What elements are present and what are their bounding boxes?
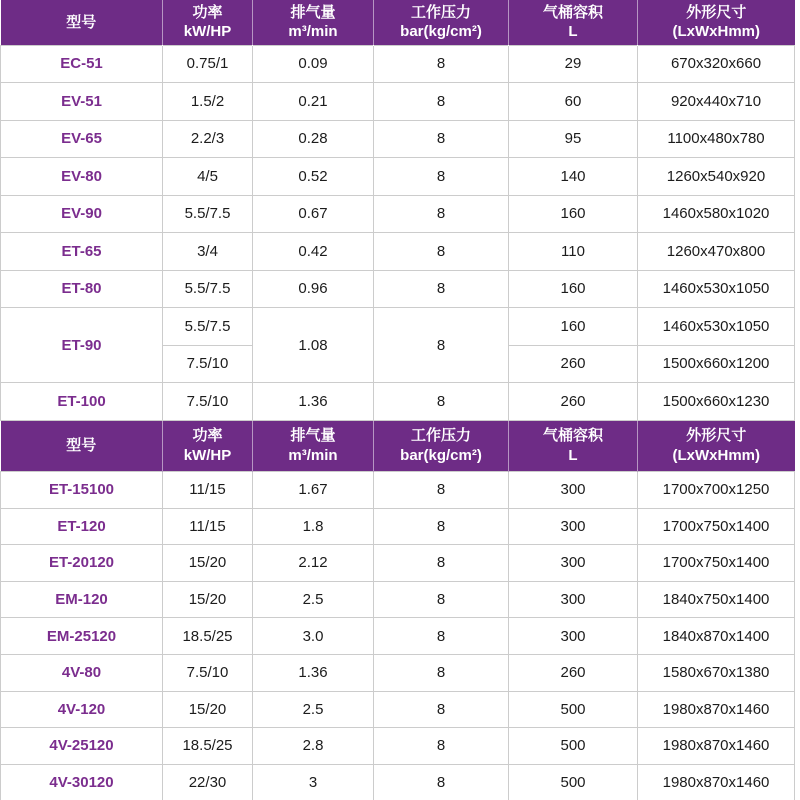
displacement-cell: 2.8	[253, 728, 374, 765]
table-row	[1, 508, 795, 545]
displacement-cell: 3	[253, 764, 374, 800]
displacement-cell: 0.21	[253, 83, 374, 121]
column-header-unit: (LxWxHmm)	[672, 23, 760, 41]
model-cell: ET-80	[1, 270, 163, 308]
model-cell: EV-90	[1, 195, 163, 233]
pressure-cell: 8	[374, 581, 509, 618]
tank-cell: 160	[509, 195, 638, 233]
column-header-unit: kW/HP	[183, 23, 232, 41]
model-cell: 4V-30120	[1, 764, 163, 800]
dimensions-cell: 1500x660x1200	[638, 345, 795, 383]
table-row	[1, 691, 795, 728]
displacement-cell: 3.0	[253, 618, 374, 655]
column-header-displacement	[253, 0, 374, 45]
pressure-cell: 8	[374, 691, 509, 728]
power-cell: 18.5/25	[163, 618, 253, 655]
column-header-label: 外形尺寸	[686, 3, 747, 21]
table-row	[1, 545, 795, 582]
column-header-unit: bar(kg/cm²)	[400, 23, 482, 41]
tank-cell: 140	[509, 158, 638, 196]
displacement-cell: 1.08	[253, 308, 374, 383]
pressure-cell: 8	[374, 545, 509, 582]
model-cell: 4V-25120	[1, 728, 163, 765]
tank-cell: 500	[509, 764, 638, 800]
power-cell: 15/20	[163, 691, 253, 728]
dimensions-cell: 1700x750x1400	[638, 545, 795, 582]
header-row	[1, 421, 795, 472]
column-header-unit: m³/min	[288, 446, 338, 464]
pressure-cell: 8	[374, 728, 509, 765]
column-header-label: 工作压力	[410, 427, 471, 445]
column-header-displacement	[253, 421, 374, 472]
column-header-tank	[509, 421, 638, 472]
tank-cell: 60	[509, 83, 638, 121]
column-header-label: 气桶容积	[542, 427, 603, 445]
dimensions-cell: 1100x480x780	[638, 120, 795, 158]
column-header-label: 排气量	[290, 3, 336, 21]
model-cell: EV-65	[1, 120, 163, 158]
model-cell: EV-80	[1, 158, 163, 196]
column-header-unit: L	[568, 446, 578, 464]
dimensions-cell: 1840x750x1400	[638, 581, 795, 618]
power-cell: 4/5	[163, 158, 253, 196]
table-row	[1, 654, 795, 691]
column-header-unit: kW/HP	[183, 446, 232, 464]
dimensions-cell: 1260x470x800	[638, 233, 795, 271]
column-header-dimensions	[638, 421, 795, 472]
model-cell: ET-65	[1, 233, 163, 271]
table-row	[1, 383, 795, 421]
dimensions-cell: 1700x750x1400	[638, 508, 795, 545]
displacement-cell: 0.52	[253, 158, 374, 196]
power-cell: 7.5/10	[163, 345, 253, 383]
displacement-cell: 1.67	[253, 472, 374, 509]
pressure-cell: 8	[374, 120, 509, 158]
dimensions-cell: 1260x540x920	[638, 158, 795, 196]
column-header-label: 型号	[66, 13, 97, 31]
pressure-cell: 8	[374, 270, 509, 308]
model-cell: 4V-120	[1, 691, 163, 728]
dimensions-cell: 670x320x660	[638, 45, 795, 83]
model-cell: EM-120	[1, 581, 163, 618]
tank-cell: 500	[509, 691, 638, 728]
power-cell: 5.5/7.5	[163, 195, 253, 233]
model-cell: EM-25120	[1, 618, 163, 655]
displacement-cell: 2.5	[253, 581, 374, 618]
table-row	[1, 618, 795, 655]
dimensions-cell: 1840x870x1400	[638, 618, 795, 655]
pressure-cell: 8	[374, 45, 509, 83]
power-cell: 7.5/10	[163, 383, 253, 421]
power-cell: 2.2/3	[163, 120, 253, 158]
dimensions-cell: 1980x870x1460	[638, 764, 795, 800]
model-cell: ET-15100	[1, 472, 163, 509]
power-cell: 3/4	[163, 233, 253, 271]
model-cell: EC-51	[1, 45, 163, 83]
displacement-cell: 0.67	[253, 195, 374, 233]
pressure-cell: 8	[374, 654, 509, 691]
column-header-power	[163, 421, 253, 472]
tank-cell: 300	[509, 472, 638, 509]
table-row	[1, 45, 795, 83]
dimensions-cell: 1460x530x1050	[638, 270, 795, 308]
power-cell: 15/20	[163, 581, 253, 618]
table-row	[1, 83, 795, 121]
displacement-cell: 0.28	[253, 120, 374, 158]
column-header-model	[1, 421, 163, 472]
model-cell: ET-90	[1, 308, 163, 383]
tank-cell: 300	[509, 508, 638, 545]
power-cell: 0.75/1	[163, 45, 253, 83]
table-row	[1, 764, 795, 800]
power-cell: 5.5/7.5	[163, 270, 253, 308]
pressure-cell: 8	[374, 508, 509, 545]
column-header-unit: L	[568, 23, 578, 41]
column-header-label: 功率	[192, 3, 223, 21]
column-header-model	[1, 0, 163, 45]
tank-cell: 260	[509, 345, 638, 383]
displacement-cell: 1.36	[253, 383, 374, 421]
tank-cell: 500	[509, 728, 638, 765]
tank-cell: 29	[509, 45, 638, 83]
displacement-cell: 2.5	[253, 691, 374, 728]
dimensions-cell: 1460x580x1020	[638, 195, 795, 233]
header-row	[1, 0, 795, 45]
power-cell: 5.5/7.5	[163, 308, 253, 346]
dimensions-cell: 920x440x710	[638, 83, 795, 121]
dimensions-cell: 1580x670x1380	[638, 654, 795, 691]
tank-cell: 110	[509, 233, 638, 271]
table-row	[1, 308, 795, 346]
table-row	[1, 158, 795, 196]
pressure-cell: 8	[374, 83, 509, 121]
column-header-label: 工作压力	[410, 3, 471, 21]
tank-cell: 300	[509, 581, 638, 618]
displacement-cell: 1.8	[253, 508, 374, 545]
pressure-cell: 8	[374, 195, 509, 233]
spec-table-lower	[0, 421, 795, 800]
dimensions-cell: 1700x700x1250	[638, 472, 795, 509]
tank-cell: 160	[509, 308, 638, 346]
tank-cell: 95	[509, 120, 638, 158]
table-row	[1, 270, 795, 308]
table-row	[1, 728, 795, 765]
pressure-cell: 8	[374, 764, 509, 800]
dimensions-cell: 1500x660x1230	[638, 383, 795, 421]
column-header-pressure	[374, 421, 509, 472]
power-cell: 11/15	[163, 508, 253, 545]
column-header-label: 功率	[192, 427, 223, 445]
tank-cell: 300	[509, 618, 638, 655]
column-header-label: 气桶容积	[542, 3, 603, 21]
table-row	[1, 581, 795, 618]
pressure-cell: 8	[374, 472, 509, 509]
power-cell: 7.5/10	[163, 654, 253, 691]
table-row	[1, 120, 795, 158]
column-header-unit: (LxWxHmm)	[672, 446, 760, 464]
column-header-label: 外形尺寸	[686, 427, 747, 445]
pressure-cell: 8	[374, 308, 509, 383]
model-cell: EV-51	[1, 83, 163, 121]
column-header-pressure	[374, 0, 509, 45]
tank-cell: 260	[509, 383, 638, 421]
tank-cell: 300	[509, 545, 638, 582]
model-cell: 4V-80	[1, 654, 163, 691]
displacement-cell: 0.42	[253, 233, 374, 271]
power-cell: 15/20	[163, 545, 253, 582]
dimensions-cell: 1460x530x1050	[638, 308, 795, 346]
pressure-cell: 8	[374, 383, 509, 421]
table-row	[1, 233, 795, 271]
pressure-cell: 8	[374, 158, 509, 196]
column-header-label: 型号	[66, 437, 97, 454]
power-cell: 22/30	[163, 764, 253, 800]
power-cell: 1.5/2	[163, 83, 253, 121]
table-row	[1, 472, 795, 509]
dimensions-cell: 1980x870x1460	[638, 691, 795, 728]
model-cell: ET-120	[1, 508, 163, 545]
displacement-cell: 1.36	[253, 654, 374, 691]
tank-cell: 260	[509, 654, 638, 691]
column-header-dimensions	[638, 0, 795, 45]
column-header-unit: m³/min	[288, 23, 338, 41]
power-cell: 18.5/25	[163, 728, 253, 765]
dimensions-cell: 1980x870x1460	[638, 728, 795, 765]
column-header-power	[163, 0, 253, 45]
displacement-cell: 2.12	[253, 545, 374, 582]
column-header-label: 排气量	[290, 427, 336, 445]
model-cell: ET-20120	[1, 545, 163, 582]
displacement-cell: 0.09	[253, 45, 374, 83]
table-row	[1, 195, 795, 233]
power-cell: 11/15	[163, 472, 253, 509]
displacement-cell: 0.96	[253, 270, 374, 308]
pressure-cell: 8	[374, 233, 509, 271]
column-header-unit: bar(kg/cm²)	[400, 446, 482, 464]
column-header-tank	[509, 0, 638, 45]
model-cell: ET-100	[1, 383, 163, 421]
tank-cell: 160	[509, 270, 638, 308]
pressure-cell: 8	[374, 618, 509, 655]
